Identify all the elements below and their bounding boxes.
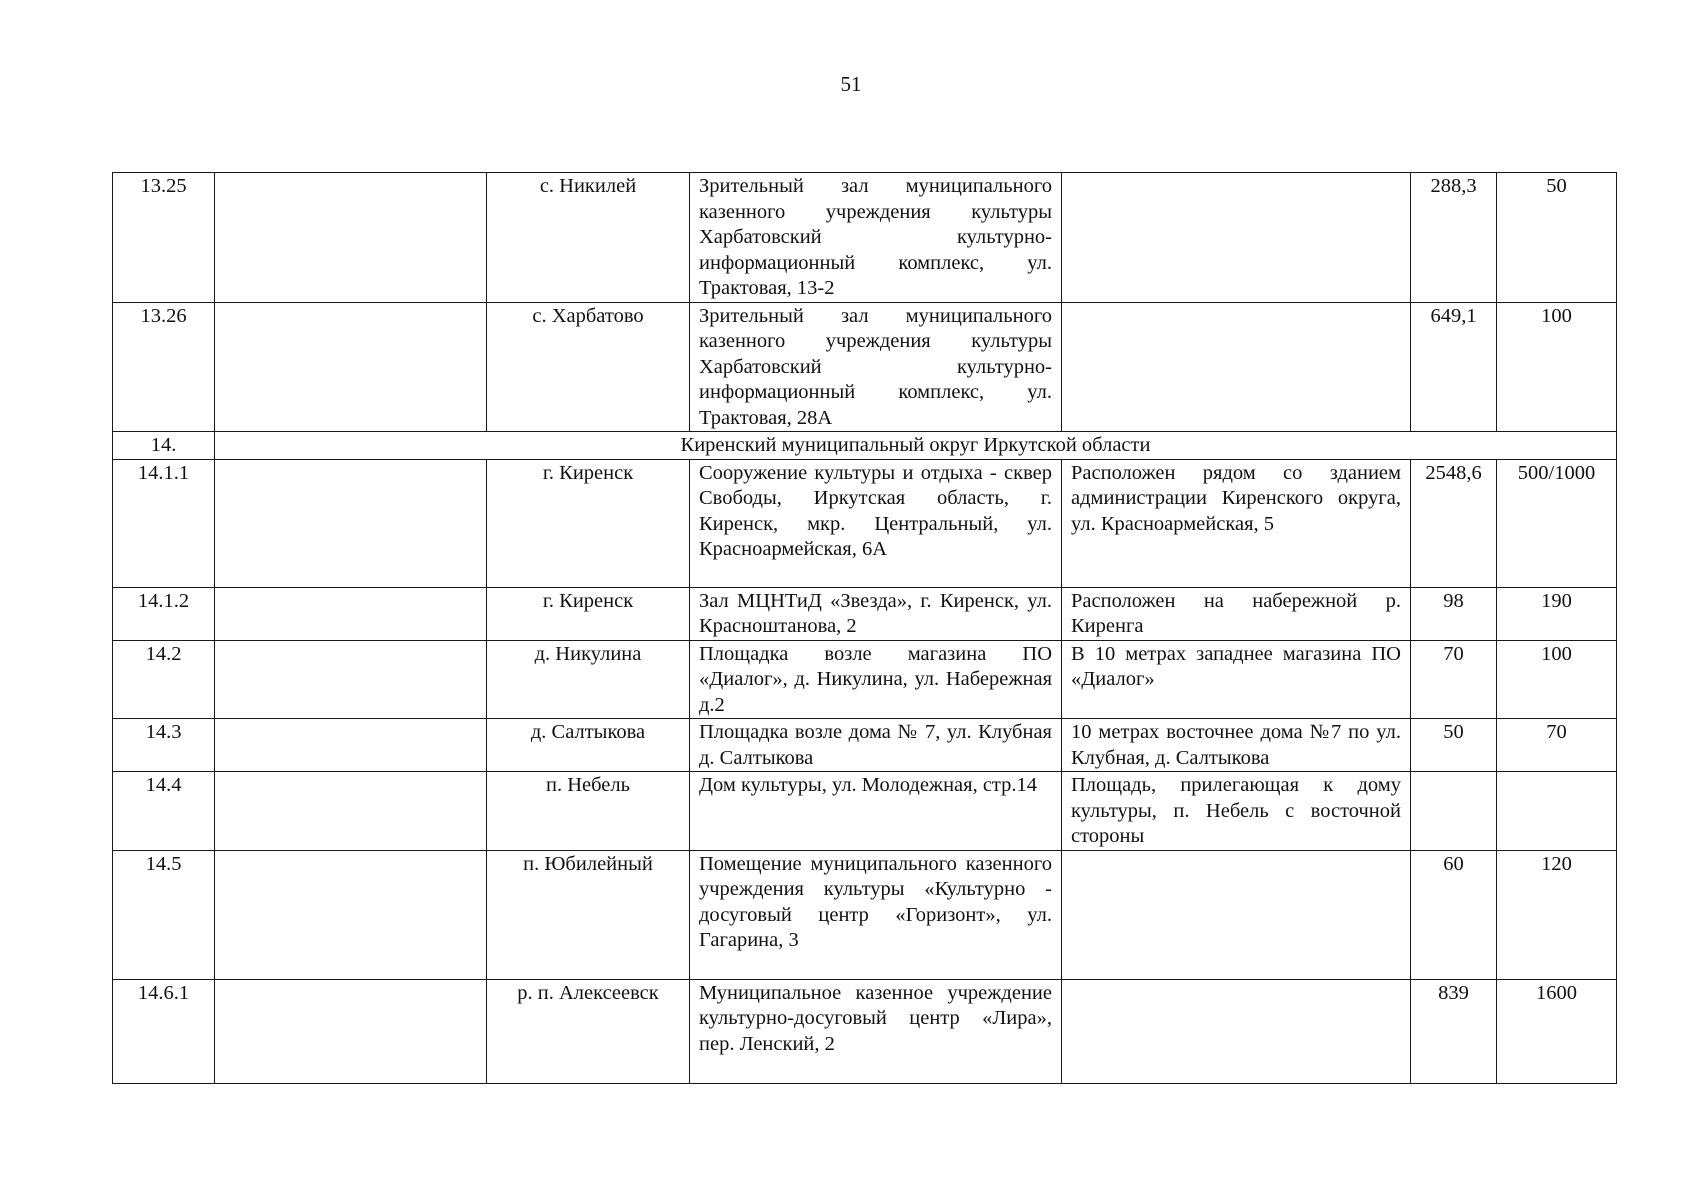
section-title: Киренский муниципальный округ Иркутской области [215,432,1617,460]
section-number: 14. [113,432,215,460]
area-value: 839 [1411,979,1497,1083]
settlement-cell: г. Киренск [487,587,690,640]
empty-cell [215,850,487,979]
capacity-value: 50 [1497,173,1617,303]
location-note: 10 метрах восточнее дома №7 по ул. Клубная, д. Салтыкова [1062,719,1411,772]
table-row [113,587,1617,640]
table-row [113,979,1617,1083]
location-note [1062,850,1411,979]
table-row [113,173,1617,303]
capacity-value: 120 [1497,850,1617,979]
area-value: 649,1 [1411,302,1497,432]
venues-table [112,172,1617,1084]
area-value: 50 [1411,719,1497,772]
empty-cell [215,640,487,719]
row-number: 14.6.1 [113,979,215,1083]
settlement-cell: с. Никилей [487,173,690,303]
location-note [1062,302,1411,432]
location-note: Расположен рядом со зданием администрации Киренского округа, ул. Красноармейская, 5 [1062,459,1411,587]
table-row [113,302,1617,432]
area-value: 70 [1411,640,1497,719]
empty-cell [215,719,487,772]
table-row [113,850,1617,979]
venue-description: Дом культуры, ул. Молодежная, стр.14 [690,772,1062,851]
area-value: 2548,6 [1411,459,1497,587]
area-value [1411,772,1497,851]
empty-cell [215,979,487,1083]
settlement-cell: р. п. Алексеевск [487,979,690,1083]
empty-cell [215,587,487,640]
venue-description: Зрительный зал муниципального казенного учреждения культуры Харбатовский культурно-информационный комплекс, ул. Трактовая, 28А [690,302,1062,432]
venue-description: Сооружение культуры и отдыха - сквер Свободы, Иркутская область, г. Киренск, мкр. Центральный, ул. Красноармейская, 6А [690,459,1062,587]
settlement-cell: с. Харбатово [487,302,690,432]
capacity-value: 70 [1497,719,1617,772]
venue-description: Муниципальное казенное учреждение культурно-досуговый центр «Лира», пер. Ленский, 2 [690,979,1062,1083]
settlement-cell: п. Юбилейный [487,850,690,979]
location-note [1062,173,1411,303]
location-note: Площадь, прилегающая к дому культуры, п. Небель с восточной стороны [1062,772,1411,851]
row-number: 14.4 [113,772,215,851]
row-number: 14.1.1 [113,459,215,587]
location-note: Расположен на набережной р. Киренга [1062,587,1411,640]
row-number: 14.2 [113,640,215,719]
capacity-value: 100 [1497,302,1617,432]
location-note: В 10 метрах западнее магазина ПО «Диалог» [1062,640,1411,719]
capacity-value: 190 [1497,587,1617,640]
page-number: 51 [840,72,862,96]
capacity-value: 100 [1497,640,1617,719]
location-note [1062,979,1411,1083]
venue-description: Зрительный зал муниципального казенного учреждения культуры Харбатовский культурно-информационный комплекс, ул. Трактовая, 13-2 [690,173,1062,303]
area-value: 288,3 [1411,173,1497,303]
row-number: 14.1.2 [113,587,215,640]
section-header-row [113,432,1617,460]
venue-description: Помещение муниципального казенного учреждения культуры «Культурно - досуговый центр «Горизонт», ул. Гагарина, 3 [690,850,1062,979]
capacity-value: 1600 [1497,979,1617,1083]
empty-cell [215,302,487,432]
settlement-cell: п. Небель [487,772,690,851]
table-row [113,459,1617,587]
area-value: 60 [1411,850,1497,979]
row-number: 14.3 [113,719,215,772]
settlement-cell: г. Киренск [487,459,690,587]
table-row [113,719,1617,772]
venue-description: Площадка возле дома № 7, ул. Клубная д. Салтыкова [690,719,1062,772]
capacity-value [1497,772,1617,851]
settlement-cell: д. Салтыкова [487,719,690,772]
row-number: 13.26 [113,302,215,432]
row-number: 14.5 [113,850,215,979]
empty-cell [215,459,487,587]
venue-description: Площадка возле магазина ПО «Диалог», д. Никулина, ул. Набережная д.2 [690,640,1062,719]
settlement-cell: д. Никулина [487,640,690,719]
table-row [113,772,1617,851]
table-row [113,640,1617,719]
empty-cell [215,772,487,851]
area-value: 98 [1411,587,1497,640]
empty-cell [215,173,487,303]
capacity-value: 500/1000 [1497,459,1617,587]
venue-description: Зал МЦНТиД «Звезда», г. Киренск, ул. Красноштанова, 2 [690,587,1062,640]
row-number: 13.25 [113,173,215,303]
